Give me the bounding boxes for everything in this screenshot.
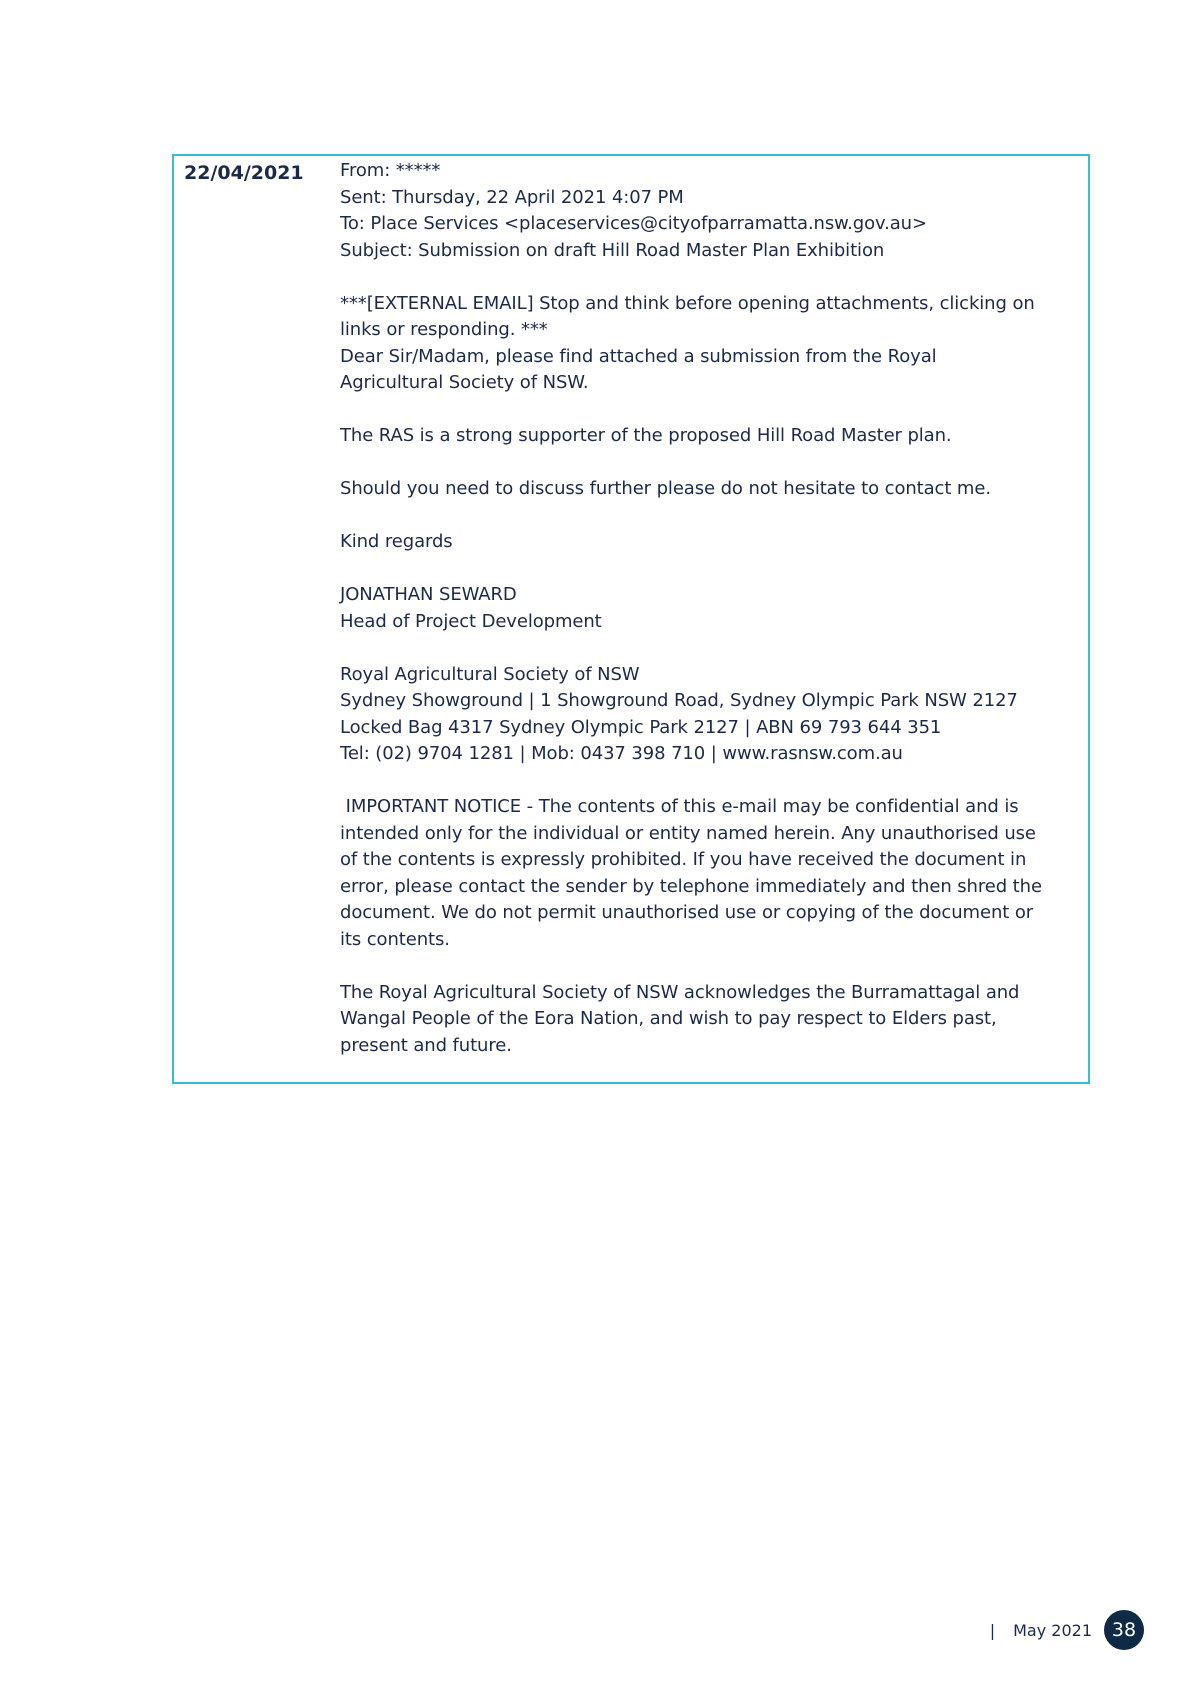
- notice-line: of the contents is expressly prohibited. If you have received the document in: [340, 849, 1027, 870]
- notice-line: its contents.: [340, 928, 450, 950]
- external-warning: [340, 291, 1075, 397]
- page-footer: [990, 1610, 1144, 1650]
- email-from: From: *****: [340, 160, 441, 181]
- contact-statement: [340, 476, 1075, 503]
- notice-line: document. We do not permit unauthorised use or copying of the document or: [340, 902, 1034, 923]
- organisation-details: [340, 662, 1075, 768]
- contact-text: Should you need to discuss further please do not hesitate to contact me.: [340, 478, 991, 499]
- organisation-line: Locked Bag 4317 Sydney Olympic Park 2127 | ABN 69 793 644 351: [340, 716, 942, 738]
- submission-date: 22/04/2021: [184, 162, 304, 184]
- footer-date: May 2021: [1013, 1620, 1092, 1640]
- signature-name: JONATHAN SEWARD: [340, 584, 517, 605]
- notice-line: intended only for the individual or entity named herein. Any unauthorised use: [340, 822, 1036, 844]
- acknowledgement-line: The Royal Agricultural Society of NSW acknowledges the Burramattagal and: [340, 981, 1020, 1003]
- email-header: [340, 158, 1075, 264]
- email-sent: Sent: Thursday, 22 April 2021 4:07 PM: [340, 186, 684, 208]
- organisation-line: Tel: (02) 9704 1281 | Mob: 0437 398 710 | www.rasnsw.com.au: [340, 743, 903, 764]
- support-text: The RAS is a strong supporter of the proposed Hill Road Master plan.: [340, 425, 952, 446]
- regards-text: Kind regards: [340, 531, 453, 552]
- email-to: To: Place Services <placeservices@cityofparramatta.nsw.gov.au>: [340, 213, 927, 234]
- acknowledgement-line: present and future.: [340, 1034, 512, 1056]
- important-notice: [340, 794, 1075, 953]
- warning-line: links or responding. ***: [340, 319, 548, 340]
- notice-line: IMPORTANT NOTICE - The contents of this e-mail may be confidential and is: [340, 796, 1019, 817]
- organisation-line: Royal Agricultural Society of NSW: [340, 663, 640, 685]
- footer-separator: |: [989, 1620, 996, 1640]
- organisation-line: Sydney Showground | 1 Showground Road, Sydney Olympic Park NSW 2127: [340, 690, 1018, 711]
- notice-line: error, please contact the sender by telephone immediately and then shred the: [340, 875, 1042, 897]
- greeting-line: Dear Sir/Madam, please find attached a submission from the Royal: [340, 345, 937, 367]
- closing: [340, 529, 1075, 556]
- email-subject: Subject: Submission on draft Hill Road Master Plan Exhibition: [340, 239, 885, 261]
- support-statement: [340, 423, 1075, 450]
- acknowledgement-line: Wangal People of the Eora Nation, and wish to pay respect to Elders past,: [340, 1008, 997, 1029]
- email-body: [340, 158, 1075, 1059]
- greeting-line: Agricultural Society of NSW.: [340, 372, 589, 393]
- signature-title: Head of Project Development: [340, 610, 602, 632]
- signature: [340, 582, 1075, 635]
- page-number-badge: 38: [1104, 1610, 1144, 1650]
- acknowledgement: [340, 980, 1075, 1060]
- warning-line: ***[EXTERNAL EMAIL] Stop and think before opening attachments, clicking on: [340, 292, 1035, 314]
